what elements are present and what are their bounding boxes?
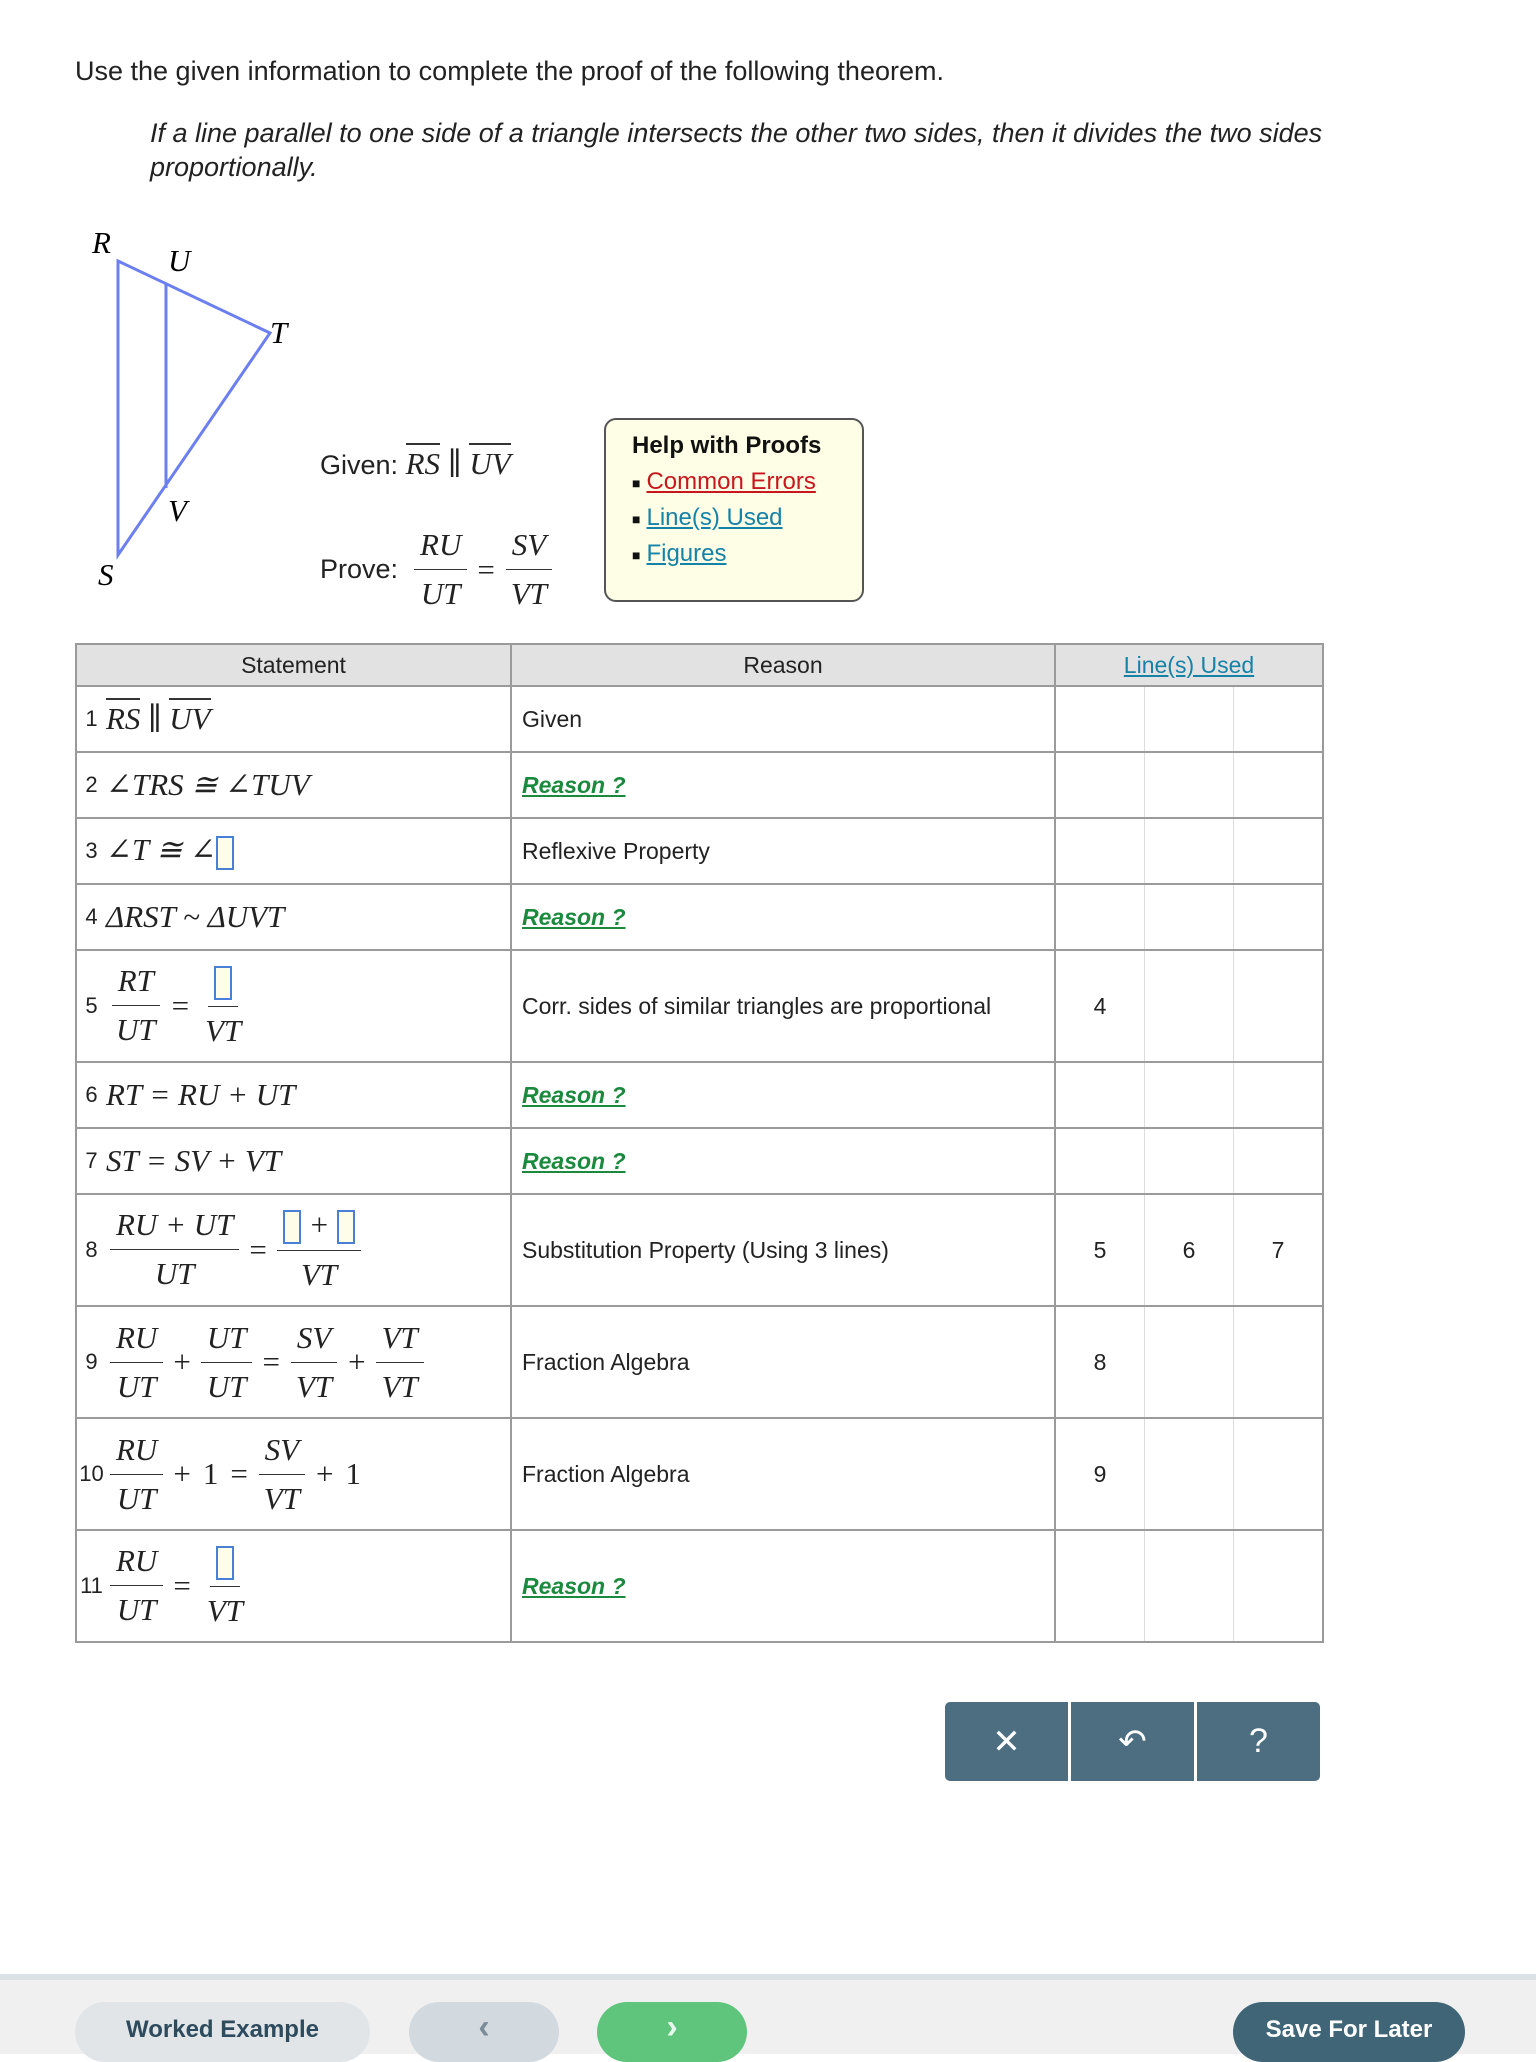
statement-cell: ΔRST ~ ΔUVT — [106, 884, 511, 950]
line-used-cell[interactable] — [1055, 1062, 1145, 1128]
statement-cell: $\frac{RT}{UT}$ = VT — [106, 950, 511, 1062]
figures-link[interactable]: Figures — [646, 540, 727, 567]
line-used-cell[interactable]: 5 — [1055, 1194, 1145, 1306]
help-title: Help with Proofs — [632, 432, 822, 459]
intro-text: Use the given information to complete the proof of the following theorem. — [75, 56, 944, 86]
chevron-left-icon: ‹ — [478, 2008, 490, 2046]
statement-cell: $\frac{RU}{UT}$ + 1 = $\frac{SV}{VT}$ + 1 — [106, 1418, 511, 1530]
statement-cell: RS ∥ UV — [106, 686, 511, 752]
clear-button[interactable] — [945, 1702, 1071, 1781]
reason-cell: Reflexive Property — [511, 818, 1055, 884]
statement-header: Statement — [76, 644, 511, 686]
lines-used-help-link[interactable]: Line(s) Used — [646, 504, 783, 531]
table-row — [76, 1128, 1323, 1194]
line-used-cell[interactable] — [1234, 752, 1324, 818]
row-number: 3 — [76, 818, 106, 884]
reason-cell: Corr. sides of similar triangles are proportional — [511, 950, 1055, 1062]
reason-cell — [511, 1128, 1055, 1194]
reason-dropdown[interactable]: Reason ? — [522, 1572, 626, 1599]
prev-button[interactable] — [409, 2002, 559, 2062]
reason-dropdown[interactable]: Reason ? — [522, 1081, 626, 1108]
line-used-cell[interactable] — [1234, 884, 1324, 950]
answer-input-box[interactable] — [283, 1210, 301, 1244]
prove-frac-left: $\frac{RU}{UT}$ — [414, 527, 467, 612]
row-number: 1 — [76, 686, 106, 752]
statement-cell: $\frac{RU + UT}{UT}$ = $\frac{+}{VT}$ — [106, 1194, 511, 1306]
theorem-text: If a line parallel to one side of a triangle intersects the other two sides, then it divides the two sides proportionally. — [150, 118, 1323, 182]
given-seg-rs: RS — [406, 443, 440, 481]
line-used-cell[interactable] — [1055, 818, 1145, 884]
line-used-cell[interactable] — [1055, 1530, 1145, 1642]
label-V: V — [168, 493, 187, 528]
line-used-cell[interactable] — [1234, 818, 1324, 884]
proof-toolbar — [945, 1702, 1320, 1781]
row-number: 11 — [76, 1530, 106, 1642]
table-row — [76, 1062, 1323, 1128]
undo-button[interactable] — [1071, 1702, 1197, 1781]
reason-cell: Substitution Property (Using 3 lines) — [511, 1194, 1055, 1306]
reason-cell: Given — [511, 686, 1055, 752]
line-used-cell[interactable] — [1145, 950, 1234, 1062]
reason-cell — [511, 1062, 1055, 1128]
line-used-cell[interactable] — [1145, 818, 1234, 884]
reason-dropdown[interactable]: Reason ? — [522, 1147, 626, 1174]
table-row — [76, 818, 1323, 884]
reason-cell: Fraction Algebra — [511, 1418, 1055, 1530]
row-number: 6 — [76, 1062, 106, 1128]
line-used-cell[interactable] — [1234, 1062, 1324, 1128]
row-number: 8 — [76, 1194, 106, 1306]
label-T: T — [270, 315, 288, 350]
answer-input-box[interactable] — [214, 966, 232, 1000]
next-button[interactable] — [597, 2002, 747, 2062]
line-used-cell[interactable] — [1145, 1306, 1234, 1418]
line-used-cell[interactable] — [1055, 884, 1145, 950]
line-used-cell[interactable] — [1234, 686, 1324, 752]
line-used-cell[interactable] — [1055, 752, 1145, 818]
reason-dropdown[interactable]: Reason ? — [522, 771, 626, 798]
line-used-cell[interactable] — [1234, 1128, 1324, 1194]
line-used-cell[interactable] — [1145, 686, 1234, 752]
chevron-right-icon: › — [666, 2008, 678, 2046]
line-used-cell[interactable] — [1055, 1128, 1145, 1194]
reason-cell: Fraction Algebra — [511, 1306, 1055, 1418]
table-row — [76, 1418, 1323, 1530]
line-used-cell[interactable] — [1234, 1306, 1324, 1418]
row-number: 2 — [76, 752, 106, 818]
common-errors-link[interactable]: Common Errors — [646, 468, 816, 495]
prove-statement — [320, 527, 557, 612]
table-row — [76, 950, 1323, 1062]
reason-dropdown[interactable]: Reason ? — [522, 903, 626, 930]
help-with-proofs-box: Help with Proofs ■ Common Errors ■ Line(s) Used ■ Figures — [604, 418, 864, 602]
statement-cell: $\frac{RU}{UT}$ + $\frac{UT}{UT}$ = $\frac{SV}{VT}$ + $\frac{VT}{VT}$ — [106, 1306, 511, 1418]
answer-input-box[interactable] — [337, 1210, 355, 1244]
line-used-cell[interactable] — [1234, 1418, 1324, 1530]
proof-table — [75, 643, 1324, 1643]
reason-cell — [511, 884, 1055, 950]
statement-cell: ∠TRS ≅ ∠TUV — [106, 752, 511, 818]
line-used-cell[interactable] — [1234, 1530, 1324, 1642]
triangle-diagram — [80, 225, 320, 595]
line-used-cell[interactable]: 6 — [1145, 1194, 1234, 1306]
label-R: R — [92, 225, 111, 260]
label-U: U — [168, 243, 191, 278]
reason-cell — [511, 752, 1055, 818]
question-icon: ? — [1249, 1722, 1268, 1760]
line-used-cell[interactable] — [1145, 1062, 1234, 1128]
line-used-cell[interactable] — [1234, 950, 1324, 1062]
worked-example-button[interactable]: Worked Example — [75, 2002, 370, 2062]
line-used-cell[interactable] — [1055, 686, 1145, 752]
prove-label: Prove: — [320, 554, 399, 584]
table-row — [76, 884, 1323, 950]
row-number: 10 — [76, 1418, 106, 1530]
table-row — [76, 1194, 1323, 1306]
lines-used-header-link[interactable]: Line(s) Used — [1123, 651, 1255, 678]
statement-cell: RT = RU + UT — [106, 1062, 511, 1128]
close-icon: ✕ — [992, 1722, 1021, 1761]
statement-cell: $\frac{RU}{UT}$ = VT — [106, 1530, 511, 1642]
help-button[interactable] — [1197, 1702, 1320, 1781]
statement-cell: ∠T ≅ ∠ — [106, 818, 511, 884]
triangle-figure — [80, 225, 320, 600]
line-used-cell[interactable]: 4 — [1055, 950, 1145, 1062]
given-statement — [320, 446, 511, 482]
answer-input-box[interactable] — [216, 1546, 234, 1580]
row-number: 5 — [76, 950, 106, 1062]
row-number: 9 — [76, 1306, 106, 1418]
reason-header: Reason — [511, 644, 1055, 686]
table-row — [76, 686, 1323, 752]
table-row — [76, 1530, 1323, 1642]
row-number: 4 — [76, 884, 106, 950]
reason-cell — [511, 1530, 1055, 1642]
line-used-cell[interactable]: 8 — [1055, 1306, 1145, 1418]
line-used-cell[interactable] — [1145, 1128, 1234, 1194]
row-number: 7 — [76, 1128, 106, 1194]
given-parallel: ∥ — [447, 446, 462, 481]
prove-frac-right: $\frac{SV}{VT}$ — [505, 527, 553, 612]
line-used-cell[interactable]: 9 — [1055, 1418, 1145, 1530]
table-row — [76, 752, 1323, 818]
table-row — [76, 1306, 1323, 1418]
line-used-cell[interactable]: 7 — [1234, 1194, 1324, 1306]
line-used-cell[interactable] — [1145, 1530, 1234, 1642]
statement-cell: ST = SV + VT — [106, 1128, 511, 1194]
save-for-later-button[interactable]: Save For Later — [1233, 2002, 1465, 2062]
label-S: S — [98, 557, 114, 592]
answer-input-box[interactable] — [216, 836, 234, 870]
line-used-cell[interactable] — [1145, 1418, 1234, 1530]
undo-icon: ↶ — [1118, 1722, 1147, 1761]
line-used-cell[interactable] — [1145, 752, 1234, 818]
line-used-cell[interactable] — [1145, 884, 1234, 950]
given-seg-uv: UV — [469, 443, 510, 481]
prove-equals: = — [477, 551, 495, 587]
given-label: Given: — [320, 450, 399, 480]
